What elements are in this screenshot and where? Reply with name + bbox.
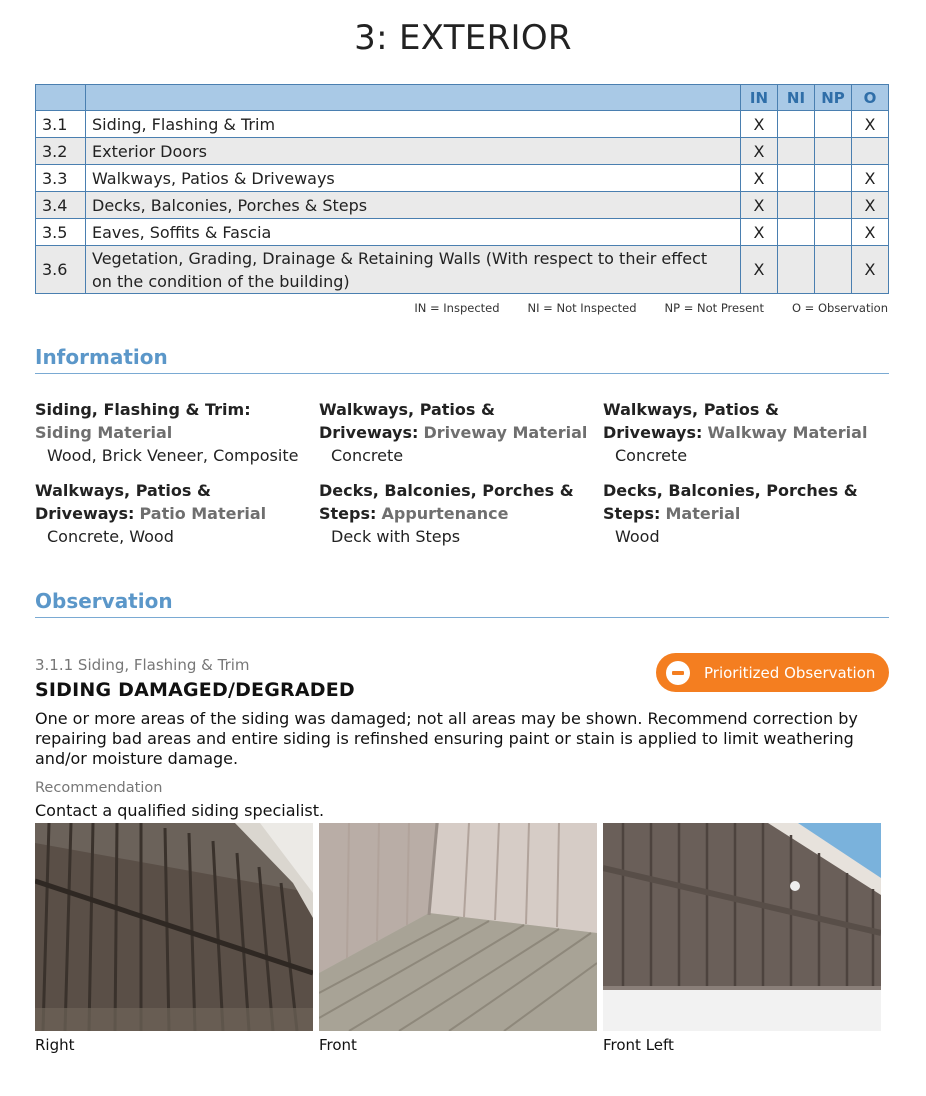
info-value: Wood, Brick Veneer, Composite xyxy=(47,446,299,465)
row-name[interactable]: Decks, Balconies, Porches & Steps xyxy=(86,192,741,219)
legend-in: IN = Inspected xyxy=(414,301,500,315)
deck-photo-image xyxy=(319,823,597,1031)
photo-caption-front: Front xyxy=(319,1036,357,1054)
summary-table xyxy=(35,84,889,294)
row-number: 3.3 xyxy=(36,165,86,192)
row-name[interactable]: Walkways, Patios & Driveways xyxy=(86,165,741,192)
row-in: X xyxy=(741,138,778,165)
row-o: X xyxy=(852,246,889,294)
row-np xyxy=(815,192,852,219)
row-number: 3.4 xyxy=(36,192,86,219)
legend-o: O = Observation xyxy=(791,301,888,315)
priority-label: Prioritized Observation xyxy=(704,663,876,682)
row-ni xyxy=(778,138,815,165)
row-np xyxy=(815,219,852,246)
table-row[interactable] xyxy=(36,165,889,192)
observation-heading: Observation xyxy=(35,589,889,618)
info-item xyxy=(603,398,887,467)
legend-ni: NI = Not Inspected xyxy=(527,301,637,315)
photo-front-left[interactable] xyxy=(603,823,881,1031)
observation-reference: 3.1.1 Siding, Flashing & Trim xyxy=(35,656,250,674)
header-name xyxy=(86,85,741,111)
table-row[interactable] xyxy=(36,111,889,138)
info-value: Deck with Steps xyxy=(331,527,461,546)
row-o: X xyxy=(852,111,889,138)
legend-np: NP = Not Present xyxy=(664,301,764,315)
row-ni xyxy=(778,246,815,294)
row-ni xyxy=(778,192,815,219)
row-name[interactable]: Eaves, Soffits & Fascia xyxy=(86,219,741,246)
row-np xyxy=(815,111,852,138)
info-subcategory: Material xyxy=(665,504,741,523)
siding-photo-image xyxy=(35,823,313,1031)
info-value: Concrete xyxy=(331,446,404,465)
gable-photo-image xyxy=(603,823,881,1031)
header-o: O xyxy=(852,85,889,111)
info-subcategory: Siding Material xyxy=(35,423,173,442)
information-heading: Information xyxy=(35,345,889,374)
info-value: Wood xyxy=(615,527,660,546)
photo-caption-right: Right xyxy=(35,1036,75,1054)
information-grid xyxy=(35,398,889,548)
row-number: 3.6 xyxy=(36,246,86,294)
row-o xyxy=(852,138,889,165)
row-number: 3.2 xyxy=(36,138,86,165)
info-category: Decks, Balconies, Porches & Steps: xyxy=(603,481,858,523)
info-category: Siding, Flashing & Trim: xyxy=(35,400,251,419)
info-item xyxy=(319,479,603,548)
header-num xyxy=(36,85,86,111)
info-category: Walkways, Patios & Driveways: xyxy=(35,481,211,523)
row-o: X xyxy=(852,165,889,192)
row-name[interactable]: Siding, Flashing & Trim xyxy=(86,111,741,138)
row-np xyxy=(815,246,852,294)
photo-caption-front-left: Front Left xyxy=(603,1036,674,1054)
row-number: 3.5 xyxy=(36,219,86,246)
info-subcategory: Appurtenance xyxy=(381,504,509,523)
row-name[interactable]: Vegetation, Grading, Drainage & Retaining Walls (With respect to their effect on the condition of the building) xyxy=(86,246,741,294)
priority-badge xyxy=(656,653,889,692)
info-category: Walkways, Patios & Driveways: xyxy=(319,400,495,442)
header-np: NP xyxy=(815,85,852,111)
info-item xyxy=(35,398,319,467)
table-row[interactable] xyxy=(36,192,889,219)
summary-header-row xyxy=(36,85,889,111)
info-subcategory: Patio Material xyxy=(139,504,267,523)
photo-front[interactable] xyxy=(319,823,597,1031)
row-ni xyxy=(778,219,815,246)
row-name[interactable]: Exterior Doors xyxy=(86,138,741,165)
info-subcategory: Driveway Material xyxy=(423,423,588,442)
row-np xyxy=(815,138,852,165)
observation-title: SIDING DAMAGED/DEGRADED xyxy=(35,679,355,701)
info-item xyxy=(603,479,887,548)
minus-circle-icon xyxy=(666,661,690,685)
row-np xyxy=(815,165,852,192)
table-row[interactable] xyxy=(36,219,889,246)
info-value: Concrete, Wood xyxy=(47,527,174,546)
row-ni xyxy=(778,165,815,192)
info-item xyxy=(35,479,319,548)
recommendation-label: Recommendation xyxy=(35,780,163,796)
info-item xyxy=(319,398,603,467)
row-in: X xyxy=(741,111,778,138)
observation-description: One or more areas of the siding was damaged; not all areas may be shown. Recommend correction by repairing bad areas and entire siding is refinshed ensuring paint or stain is applied to limit weathering and/or moisture damage. xyxy=(35,709,858,768)
table-row[interactable] xyxy=(36,138,889,165)
row-o: X xyxy=(852,192,889,219)
row-number: 3.1 xyxy=(36,111,86,138)
info-category: Walkways, Patios & Driveways: xyxy=(603,400,779,442)
table-legend xyxy=(414,301,888,315)
info-value: Concrete xyxy=(615,446,688,465)
recommendation-text: Contact a qualified siding specialist. xyxy=(35,801,325,820)
row-ni xyxy=(778,111,815,138)
row-in: X xyxy=(741,192,778,219)
row-in: X xyxy=(741,219,778,246)
photo-right[interactable] xyxy=(35,823,313,1031)
table-row[interactable] xyxy=(36,246,889,294)
row-in: X xyxy=(741,246,778,294)
page-title: 3: EXTERIOR xyxy=(354,18,572,58)
row-in: X xyxy=(741,165,778,192)
header-in: IN xyxy=(741,85,778,111)
info-subcategory: Walkway Material xyxy=(707,423,868,442)
info-category: Decks, Balconies, Porches & Steps: xyxy=(319,481,574,523)
row-o: X xyxy=(852,219,889,246)
header-ni: NI xyxy=(778,85,815,111)
